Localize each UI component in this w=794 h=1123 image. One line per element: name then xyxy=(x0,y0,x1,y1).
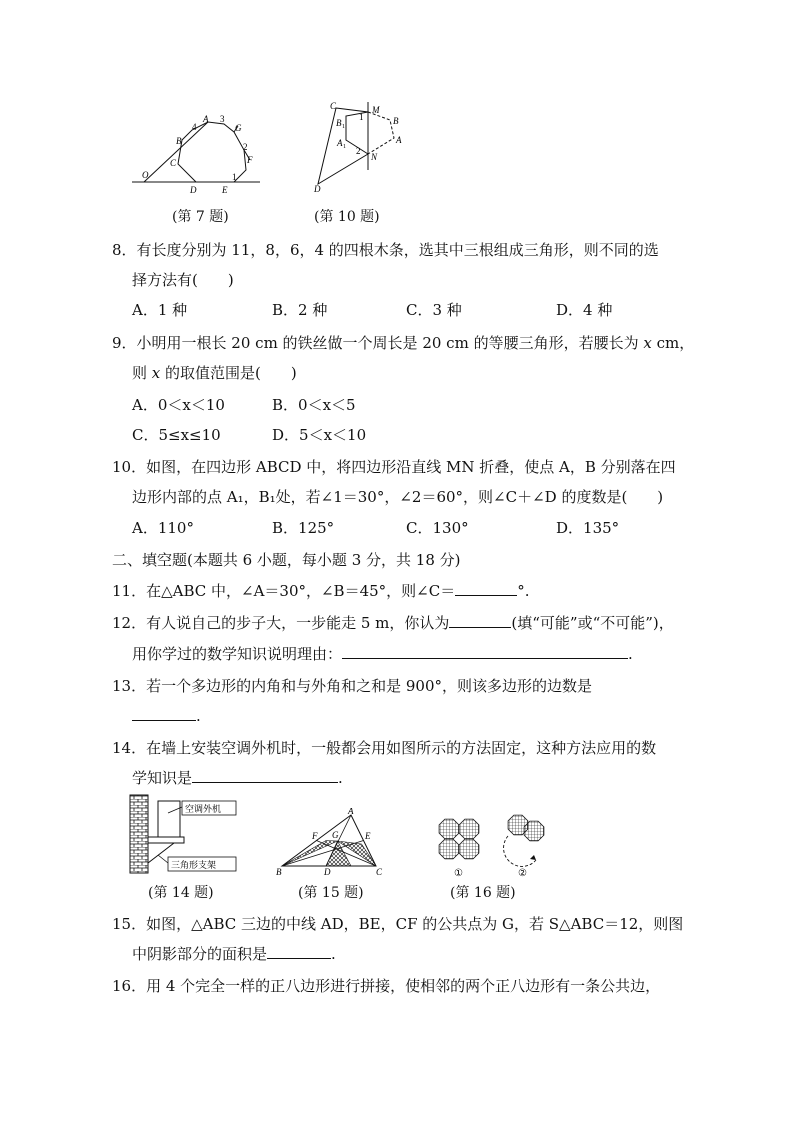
question-13-line-1: 13．若一个多边形的内角和与外角和之和是 900°，则该多边形的边数是 xyxy=(112,677,592,695)
fig16-mark-2: ② xyxy=(518,868,527,878)
question-9-line-1: 9．小明用一根长 20 cm 的铁丝做一个周长是 20 cm 的等腰三角形，若腰长为 x cm， xyxy=(112,334,695,352)
figure-16 xyxy=(432,806,552,878)
figure-14 xyxy=(128,793,244,875)
fig15-label-f: F xyxy=(312,831,318,841)
fig7-label-b: B xyxy=(176,136,182,146)
fig10-label-a1: A xyxy=(337,138,343,148)
question-8-option-d: D．4 种 xyxy=(556,301,613,319)
question-11-blank[interactable] xyxy=(455,581,517,596)
question-13-line-2: . xyxy=(132,706,201,726)
section-2-heading: 二、填空题(本题共 6 小题，每小题 3 分，共 18 分) xyxy=(112,551,461,569)
question-11: 11．在△ABC 中，∠A＝30°，∠B＝45°，则∠C＝ °. xyxy=(112,582,530,600)
question-8-line-2: 择方法有( ) xyxy=(132,271,234,289)
fig7-label-a: A xyxy=(203,114,209,124)
fig16-mark-1: ① xyxy=(454,868,463,878)
fig15-label-b: B xyxy=(276,867,282,877)
fig15-label-g: G xyxy=(332,830,339,840)
question-10-option-a: A．110° xyxy=(132,519,194,537)
question-15-blank[interactable] xyxy=(267,944,331,959)
fig7-caption: (第 7 题) xyxy=(172,209,229,225)
question-12-blank-1[interactable] xyxy=(449,613,511,628)
fig10-label-c: C xyxy=(330,101,337,111)
question-9-option-d: D．5＜x＜10 xyxy=(272,426,367,444)
question-10-option-b: B．125° xyxy=(272,519,335,537)
fig10-label-a1-sub: 1 xyxy=(343,144,346,150)
fig10-label-d: D xyxy=(314,184,321,194)
question-8-option-b: B．2 种 xyxy=(272,301,328,319)
question-10-line-1: 10．如图，在四边形 ABCD 中，将四边形沿直线 MN 折叠，使点 A，B 分别落在四 xyxy=(112,458,676,476)
question-10-option-d: D．135° xyxy=(556,519,620,537)
fig7-label-e: E xyxy=(222,185,228,195)
question-10-option-c: C．130° xyxy=(406,519,469,537)
question-14-line-2: 学知识是 . xyxy=(132,769,343,787)
fig7-label-c: C xyxy=(170,158,177,168)
fig7-angle-4: 4 xyxy=(192,122,197,132)
fig7-label-g: G xyxy=(235,123,242,133)
question-16-line-1: 16．用 4 个完全一样的正八边形进行拼接，使相邻的两个正八边形有一条公共边， xyxy=(112,977,661,995)
question-13-blank[interactable] xyxy=(132,706,196,721)
fig15-label-d: D xyxy=(324,867,331,877)
fig15-label-a: A xyxy=(348,808,354,816)
fig15-label-c: C xyxy=(376,867,383,877)
question-15-line-1: 15．如图，△ABC 三边的中线 AD，BE，CF 的公共点为 G，若 S△ABC＝12，则图 xyxy=(112,915,684,933)
fig7-label-o: O xyxy=(142,170,149,180)
question-12-line-1: 12．有人说自己的步子大，一步能走 5 m，你认为 (填“可能”或“不可能”)， xyxy=(112,614,674,632)
fig7-angle-2: 2 xyxy=(243,142,248,152)
fig10-label-m: M xyxy=(372,105,380,115)
question-9-option-c: C．5≤x≤10 xyxy=(132,426,221,444)
figure-7 xyxy=(126,100,266,195)
question-10-line-2: 边形内部的点 A₁，B₁处，若∠1＝30°，∠2＝60°，则∠C＋∠D 的度数是( ) xyxy=(132,488,664,506)
fig14-label-bracket: 三角形支架 xyxy=(171,860,217,870)
question-8-option-a: A．1 种 xyxy=(132,301,188,319)
fig14-label-unit: 空调外机 xyxy=(185,804,222,814)
fig15-label-e: E xyxy=(365,831,371,841)
fig10-label-b1-sub: 1 xyxy=(342,124,345,130)
question-12-blank-2[interactable] xyxy=(342,644,628,659)
fig16-caption: (第 16 题) xyxy=(450,885,516,901)
figure-10 xyxy=(310,98,410,194)
question-9-option-b: B．0＜x＜5 xyxy=(272,396,356,414)
figure-15 xyxy=(272,808,388,878)
fig10-angle-1: 1 xyxy=(359,112,364,122)
fig7-angle-1: 1 xyxy=(232,172,237,182)
fig14-caption: (第 14 题) xyxy=(148,885,214,901)
fig10-caption: (第 10 题) xyxy=(314,209,380,225)
fig7-angle-3: 3 xyxy=(220,114,225,124)
question-14-line-1: 14．在墙上安装空调外机时，一般都会用如图所示的方法固定，这种方法应用的数 xyxy=(112,739,657,757)
fig10-label-b1: B xyxy=(336,118,342,128)
fig7-label-d: D xyxy=(190,185,197,195)
fig10-angle-2: 2 xyxy=(356,146,361,156)
question-14-blank[interactable] xyxy=(192,768,338,783)
question-15-line-2: 中阴影部分的面积是 . xyxy=(132,945,336,963)
question-9-option-a: A．0＜x＜10 xyxy=(132,396,225,414)
fig7-label-f: F xyxy=(247,155,253,165)
fig10-label-b: B xyxy=(393,116,399,126)
fig15-caption: (第 15 题) xyxy=(298,885,364,901)
fig10-label-n: N xyxy=(371,152,378,162)
fig10-label-a: A xyxy=(396,135,402,145)
question-8-line-1: 8．有长度分别为 11，8，6，4 的四根木条，选其中三根组成三角形，则不同的选 xyxy=(112,241,659,259)
question-9-line-2: 则 x 的取值范围是( ) xyxy=(132,364,297,382)
question-12-line-2: 用你学过的数学知识说明理由： . xyxy=(132,645,633,663)
question-8-option-c: C．3 种 xyxy=(406,301,462,319)
